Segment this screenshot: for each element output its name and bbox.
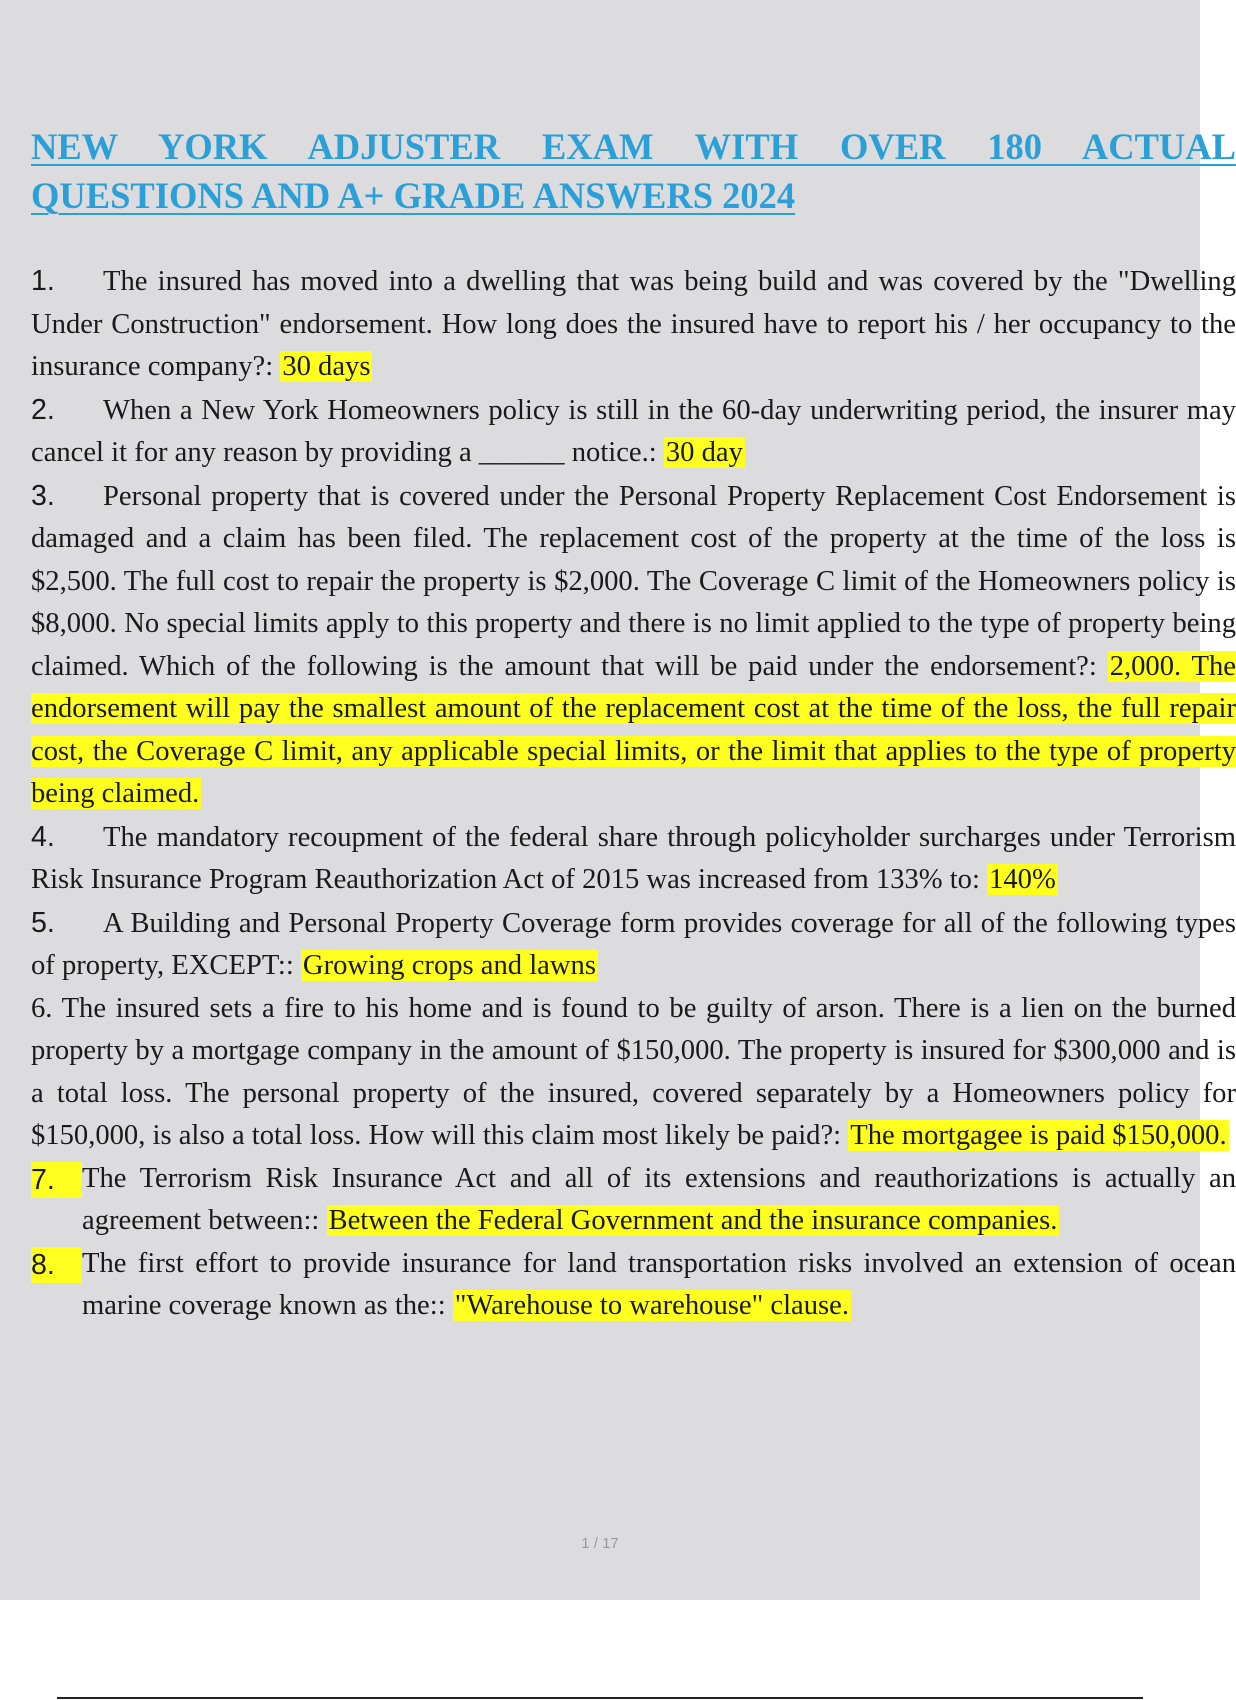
answer-highlight: 30 day — [665, 437, 743, 468]
question-text: The insured has moved into a dwelling that was being build and was covered by the "Dwelling Under Construction" endorsement. How long does the insured have to report his / her occupancy to the insurance company?: — [31, 266, 1236, 382]
question-item-3 — [31, 475, 1236, 816]
question-text: The first effort to provide insurance for land transportation risks involved an extension of ocean marine coverage known as the:: — [82, 1247, 1236, 1321]
answer-highlight: Between the Federal Government and the insurance companies. — [328, 1205, 1058, 1236]
question-text: The Terrorism Risk Insurance Act and all of its extensions and reauthorizations is actually an agreement between:: — [82, 1162, 1236, 1236]
question-number: 1. — [31, 265, 55, 297]
question-number: 2. — [31, 393, 55, 426]
question-item-6 — [31, 988, 1236, 1158]
question-item-7 — [31, 1158, 1236, 1243]
question-text: The insured sets a fire to his home and is found to be guilty of arson. There is a lien on the burned property by a mortgage company in the amount of $150,000. The property is insured for $300,000 and is a total loss. The personal property of the insured, covered separately by a Homeowners policy for $150,000, is also a total loss. How will this claim most likely be paid?: — [31, 992, 1236, 1151]
question-number: 8. — [31, 1247, 82, 1283]
question-text: When a New York Homeowners policy is still in the 60-day underwriting period, the insurer may cancel it for any reason by providing a ______ notice.: — [31, 394, 1236, 468]
answer-highlight: "Warehouse to warehouse" clause. — [454, 1290, 849, 1321]
title-line-2: QUESTIONS AND A+ GRADE ANSWERS 2024 — [31, 175, 796, 216]
answer-highlight: 30 days — [282, 351, 371, 382]
answer-highlight: 140% — [989, 864, 1056, 895]
title-line-1: NEW YORK ADJUSTER EXAM WITH OVER 180 ACTUAL — [31, 126, 1236, 167]
document-content — [31, 122, 1236, 1328]
question-item-5 — [31, 902, 1236, 988]
question-number: 7. — [31, 1162, 82, 1198]
question-number: 4. — [31, 820, 55, 853]
question-item-8 — [31, 1243, 1236, 1328]
question-number: 5. — [31, 906, 55, 939]
next-page-divider — [57, 1697, 1143, 1699]
question-text: Personal property that is covered under the Personal Property Replacement Cost Endorsement is damaged and a claim has been filed. The replacement cost of the property at the time of the loss is $2,500. The full cost to repair the property is $2,000. The Coverage C limit of the Homeowners policy is $8,000. No special limits apply to this property and there is no limit applied to the type of property being claimed. Which of the following is the amount that will be paid under the endorsement?: — [31, 480, 1236, 682]
answer-highlight: Growing crops and lawns — [302, 950, 596, 981]
question-body — [82, 1158, 1236, 1243]
question-body — [82, 1243, 1236, 1328]
question-text: The mandatory recoupment of the federal share through policyholder surcharges under Terrorism Risk Insurance Program Reauthorization Act of 2015 was increased from 133% to: — [31, 821, 1236, 895]
page-indicator: 1 / 17 — [581, 1535, 619, 1552]
answer-highlight: 2,000. The endorsement will pay the smallest amount of the replacement cost at the time of the loss, the full repair cost, the Coverage C limit, any applicable special limits, or the limit that applies to the type of property being claimed. — [31, 650, 1236, 809]
question-item-4 — [31, 816, 1236, 902]
answer-highlight: The mortgagee is paid $150,000. — [850, 1120, 1227, 1151]
document-title — [31, 122, 1236, 220]
question-item-2 — [31, 389, 1236, 475]
question-number: 6. — [31, 992, 53, 1024]
question-item-1 — [31, 260, 1236, 389]
question-number: 3. — [31, 479, 55, 512]
question-text: A Building and Personal Property Coverage form provides coverage for all of the following types of property, EXCEPT:: — [31, 907, 1236, 981]
